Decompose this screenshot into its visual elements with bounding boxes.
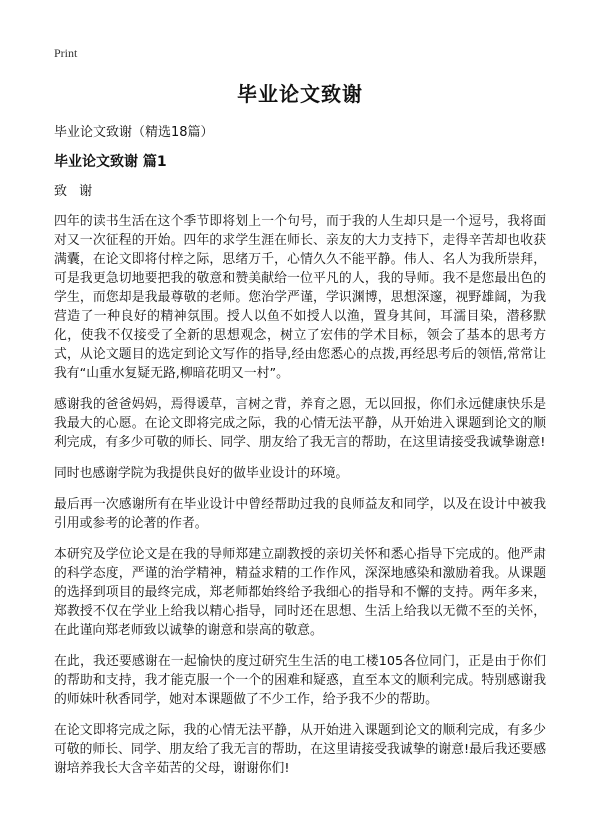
paragraph-6: 在此，我还要感谢在一起愉快的度过研究生生活的电工楼105各位同门，正是由于你们的帮助和支持，我才能克服一个一个的困难和疑惑，直至本文的顺利完成。特别感谢我的师妹叶秋香同学，她对本课题做了不少工作，给予我不少的帮助。 xyxy=(54,654,546,707)
paragraph-3: 同时也感谢学院为我提供良好的做毕业设计的环境。 xyxy=(54,466,349,481)
paragraph-1: 四年的读书生活在这个季节即将划上一个句号，而于我的人生却只是一个逗号，我将面对又一次征程的开始。四年的求学生涯在师长、亲友的大力支持下，走得辛苦却也收获满囊，在论文即将付梓之际，思绪万千，心情久久不能平静。伟人、名人为我所崇拜，可是我更急切地要把我的敬意和赞美献给一位平凡的人，我的导师。我不是您最出色的学生，而您却是我最尊敬的老师。您治学严谨，学识渊博，思想深邃，视野雄阔，为我营造了一种良好的精神氛围。授人以鱼不如授人以渔，置身其间，耳濡目染，潜移默化，使我不仅接受了全新的思想观念，树立了宏伟的学术目标，领会了基本的思考方式，从论文题目的选定到论文写作的指导,经由您悉心的点拨,再经思考后的领悟,常常让我有“山重水复疑无路,柳暗花明又一村”。 xyxy=(54,214,546,381)
paragraph-5: 本研究及学位论文是在我的导师郑建立副教授的亲切关怀和悉心指导下完成的。他严肃的科学态度，严谨的治学精神，精益求精的工作作风，深深地感染和激励着我。从课题的选择到项目的最终完成，郑老师都始终给予我细心的指导和不懈的支持。两年多来，郑教授不仅在学业上给我以精心指导，同时还在思想、生活上给我以无微不至的关怀，在此谨向郑老师致以诚挚的谢意和崇高的敬意。 xyxy=(54,547,546,638)
print-label[interactable]: Print xyxy=(54,46,78,60)
acknowledgement-body xyxy=(54,212,546,790)
paragraph-7: 在论文即将完成之际，我的心情无法平静，从开始进入课题到论文的顺利完成，有多少可敬的师长、同学、朋友给了我无言的帮助，在这里请接受我诚挚的谢意!最后我还要感谢培养我长大含辛茹苦的父母，谢谢你们! xyxy=(54,723,546,776)
paragraph-2: 感谢我的爸爸妈妈，焉得谖草，言树之背，养育之恩，无以回报，你们永远健康快乐是我最大的心愿。在论文即将完成之际，我的心情无法平静，从开始进入课题到论文的顺利完成，有多少可敬的师长、同学、朋友给了我无言的帮助，在这里请接受我诚挚谢意! xyxy=(54,397,546,450)
document-subtitle: 毕业论文致谢（精选18篇） xyxy=(54,125,214,140)
acknowledgement-heading: 致 谢 xyxy=(54,184,97,199)
paragraph-4: 最后再一次感谢所有在毕业设计中曾经帮助过我的良师益友和同学，以及在设计中被我引用或参考的论著的作者。 xyxy=(54,497,546,531)
section-title: 毕业论文致谢 篇1 xyxy=(54,154,167,170)
page-title: 毕业论文致谢 xyxy=(237,82,363,106)
